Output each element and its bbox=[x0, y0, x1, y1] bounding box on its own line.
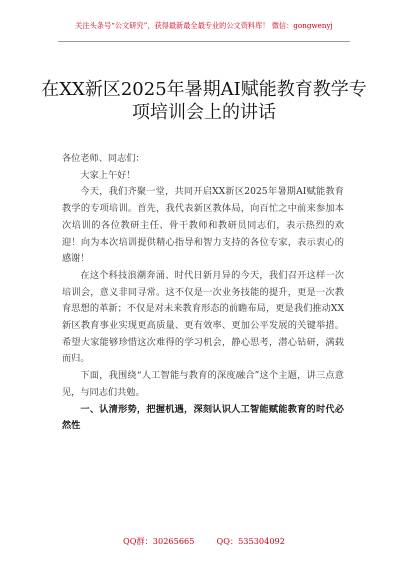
header-banner: 关注头条号“公文研究”，获得最新最全最专业的公文资料库！ 微信：gongwenyj bbox=[75, 21, 333, 30]
paragraph-significance: 在这个科技浪潮奔涌、时代日新月异的今天，我们召开这样一次培训会，意义非同寻常。这不仅是一次业务技能的提升，更是一次教育思想的革新；不仅是对未来教育形态的前瞻布局，更是我们推动XX新区教育事业实现更高质量、更有效率、更加公平发展的关键举措。希望大家能够珍惜这次难得的学习机会，静心思考，潜心钻研，满载而归。 bbox=[62, 269, 344, 365]
greeting: 大家上午好！ bbox=[80, 169, 136, 181]
section-heading-1: 一、认清形势，把握机遇，深刻认识人工智能赋能教育的时代必然性 bbox=[62, 403, 344, 432]
document-body bbox=[62, 151, 344, 435]
qq-contact-label: QQ：535304092 bbox=[216, 536, 285, 546]
paragraph-welcome: 今天，我们齐聚一堂，共同开启XX新区2025年暑期AI赋能教育教学的专项培训。首先，我代表新区教体局，向百忙之中前来参加本次培训的各位教研主任、骨干教师和教研员同志们，表示热烈的欢迎！向为本次培训提供精心指导和智力支持的各位专家，表示衷心的感谢！ bbox=[62, 186, 344, 265]
footer-contact bbox=[0, 535, 408, 547]
salutation: 各位老师、同志们： bbox=[62, 153, 145, 164]
document-title: 在XX新区2025年暑期AI赋能教育教学专项培训会上的讲话 bbox=[41, 79, 367, 123]
qq-group-label: QQ群：30265665 bbox=[123, 536, 195, 546]
paragraph-outline: 下面，我围绕“人工智能与教育的深度融合”这个主题，讲三点意见，与同志们共勉。 bbox=[62, 370, 344, 398]
header-divider bbox=[58, 41, 350, 42]
